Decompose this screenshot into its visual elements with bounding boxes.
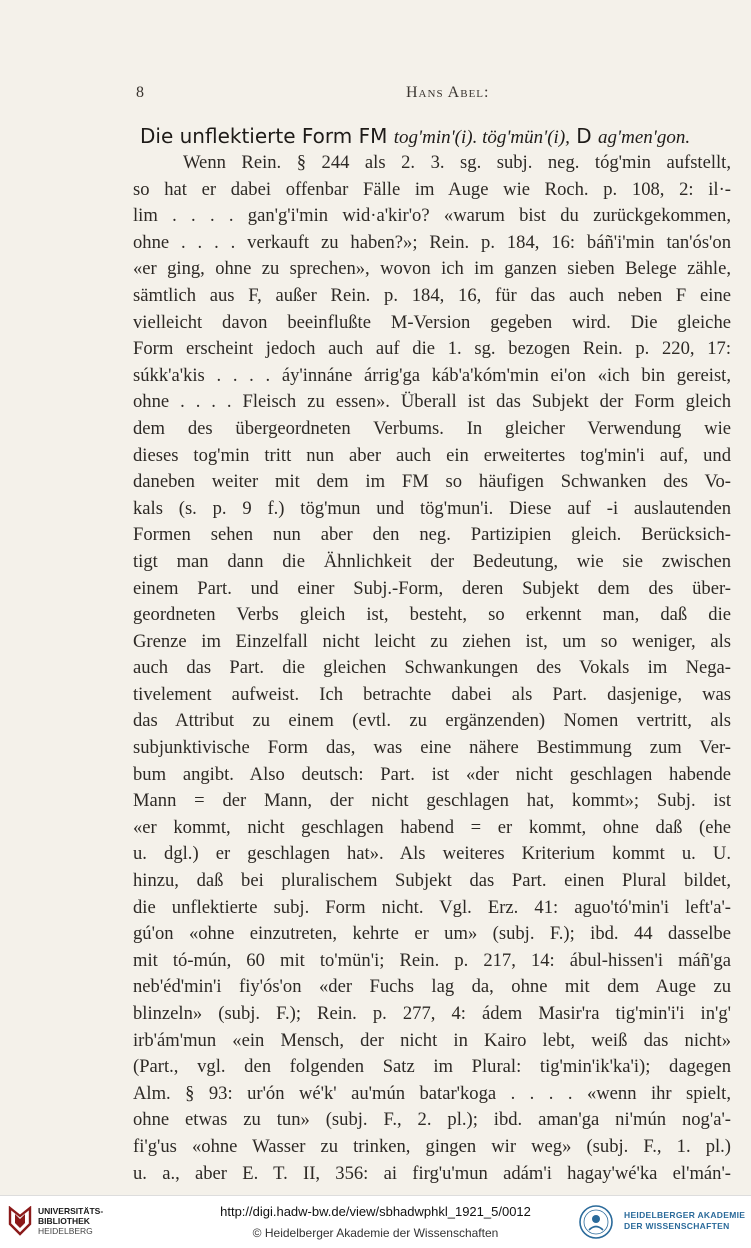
text-line: so hat er dabei offenbar Fälle im Auge wie Roch. p. 108, 2: il·- bbox=[133, 178, 731, 200]
text-line: blinzeln» (subj. F.); Rein. p. 277, 4: ádem Masir'ra tig'min'i'i in'g' bbox=[133, 1003, 731, 1024]
text-line: ohne etwas zu tun» (subj. F., 2. pl.); ibd. aman'ga ni'mún nog'a'- bbox=[133, 1109, 731, 1131]
text-line: vielleicht davon beeinflußte M-Version gegeben wird. Die gleiche bbox=[133, 311, 731, 333]
text-line: Formen sehen nun aber den neg. Partizipien gleich. Berücksich- bbox=[133, 524, 731, 546]
body-paragraph bbox=[133, 150, 731, 1187]
text-line: súkk'a'kis . . . . áy'innáne árrig'ga káb'a'kóm'min ei'on «ich bin gereist, bbox=[133, 364, 731, 386]
text-line: geordneten Verbs gleich ist, besteht, so erkennt man, daß die bbox=[133, 604, 731, 626]
heading-d-form: ag'men'gon. bbox=[598, 127, 691, 148]
ub-line-3: HEIDELBERG bbox=[38, 1226, 93, 1236]
text-line: tigt man dann die Ähnlichkeit der Bedeutung, wie sie zwischen bbox=[133, 550, 731, 572]
heading-text: Die unflektierte Form FM bbox=[140, 124, 394, 148]
text-line: dem des übergeordneten Verbums. In gleicher Verwendung wie bbox=[133, 417, 731, 439]
footer-bar bbox=[0, 1195, 751, 1248]
text-line: dieses tog'min tritt nun aber auch ein erweitertes tog'min'i auf, und bbox=[133, 444, 731, 466]
text-line: lim . . . . gan'g'i'min wid·a'kir'o? «warum bist du zurückgekommen, bbox=[133, 205, 731, 227]
text-line: u. dgl.) er geschlagen hat». Als weiteres Kriterium kommt u. U. bbox=[133, 843, 731, 865]
text-line: sämtlich aus F, außer Rein. p. 184, 16, für das auch neben F eine bbox=[133, 284, 731, 306]
page-number: 8 bbox=[136, 84, 145, 101]
permalink-url[interactable]: http://digi.hadw-bw.de/view/sbhadwphkl_1921_5/0012 bbox=[220, 1204, 531, 1219]
text-line: ohne . . . . Fleisch zu essen». Überall ist das Subjekt der Form gleich bbox=[133, 391, 731, 413]
text-line: Wenn Rein. § 244 als 2. 3. sg. subj. neg. tóg'min aufstellt, bbox=[183, 152, 731, 173]
text-line: «er ging, ohne zu sprechen», wovon ich im ganzen sieben Belege zähle, bbox=[133, 258, 731, 280]
text-line: irb'ám'mun «ein Mensch, der nicht in Kairo lebt, weiß das nicht» bbox=[133, 1029, 731, 1051]
text-line: ohne . . . . verkauft zu haben?»; Rein. p. 184, 16: báñ'i'min tan'ós'on bbox=[133, 231, 731, 253]
text-line: subjunktivische Form das, was eine nähere Bestimmung zum Ver- bbox=[133, 737, 731, 759]
heading-forms: tog'min'(i). tög'mün'(i), bbox=[393, 127, 570, 148]
text-line: auch das Part. die gleichen Schwankungen des Vokals im Nega- bbox=[133, 657, 731, 679]
copyright-notice: © Heidelberger Akademie der Wissenschaften bbox=[252, 1226, 499, 1240]
text-line: u. a., aber E. T. II, 356: ai firg'u'mun adám'i hagay'wé'ka el'mán'- bbox=[133, 1162, 731, 1184]
academy-line-2: DER WISSENSCHAFTEN bbox=[624, 1221, 730, 1231]
ub-line-1: UNIVERSITÄTS- bbox=[38, 1206, 104, 1216]
academy-name bbox=[624, 1210, 745, 1232]
text-line: Alm. § 93: ur'ón wé'k' au'mún batar'koga . . . . «wenn ihr spielt, bbox=[133, 1082, 731, 1104]
text-line: das Attribut zu einem (evtl. zu ergänzenden) Nomen vertritt, als bbox=[133, 710, 731, 732]
text-line: daneben weiter mit dem im FM so häufigen Schwanken des Vo- bbox=[133, 471, 731, 493]
text-line: hinzu, daß bei pluralischem Subjekt das Part. einen Plural bildet, bbox=[133, 870, 731, 892]
text-line: gú'on «ohne einzutreten, kehrte er um» (subj. F.); ibd. 44 dasselbe bbox=[133, 923, 731, 945]
ub-line-2: BIBLIOTHEK bbox=[38, 1216, 90, 1226]
text-line: neb'éd'min'i fiy'ós'on «der Fuchs lag da, ohne mit dem Auge zu bbox=[133, 976, 731, 998]
text-line: mit tó-mún, 60 mit to'mün'i; Rein. p. 217, 14: ábul-hissen'i máñ'ga bbox=[133, 949, 731, 971]
text-line: bum angibt. Also deutsch: Part. ist «der nicht geschlagen habende bbox=[133, 763, 731, 785]
text-line: fi'g'us «ohne Wasser zu trinken, gingen wir weg» (subj. F., 1. pl.) bbox=[133, 1135, 731, 1157]
text-line: kals (s. p. 9 f.) tög'mun und tög'mun'i. Diese auf -i auslautenden bbox=[133, 497, 731, 519]
text-line: tivelement aufweist. Ich betrachte dabei als Part. dasjenige, was bbox=[133, 683, 731, 705]
academy-line-1: HEIDELBERGER AKADEMIE bbox=[624, 1210, 746, 1220]
heading-mid: D bbox=[569, 124, 599, 148]
running-head-author: Hans Abel: bbox=[406, 84, 490, 101]
text-line: «er kommt, nicht geschlagen habend = er kommt, ohne daß (ehe bbox=[133, 816, 731, 838]
text-line: Mann = der Mann, der nicht geschlagen hat, kommt»; Subj. ist bbox=[133, 790, 731, 812]
academy-seal-icon bbox=[578, 1204, 614, 1240]
text-line: (Part., vgl. den folgenden Satz im Plural: tig'min'ik'ka'i); dagegen bbox=[133, 1056, 731, 1078]
section-heading bbox=[140, 124, 730, 149]
text-line: Form erscheint jedoch auch auf die 1. sg. bezogen Rein. p. 220, 17: bbox=[133, 338, 731, 360]
text-line: Grenze im Einzelfall nicht leicht zu ziehen ist, um so weniger, als bbox=[133, 630, 731, 652]
text-line: die unflektierte subj. Form nicht. Vgl. Erz. 41: aguo'tó'min'i left'a'- bbox=[133, 896, 731, 918]
text-line: einem Part. und einer Subj.-Form, deren Subjekt dem des über- bbox=[133, 577, 731, 599]
